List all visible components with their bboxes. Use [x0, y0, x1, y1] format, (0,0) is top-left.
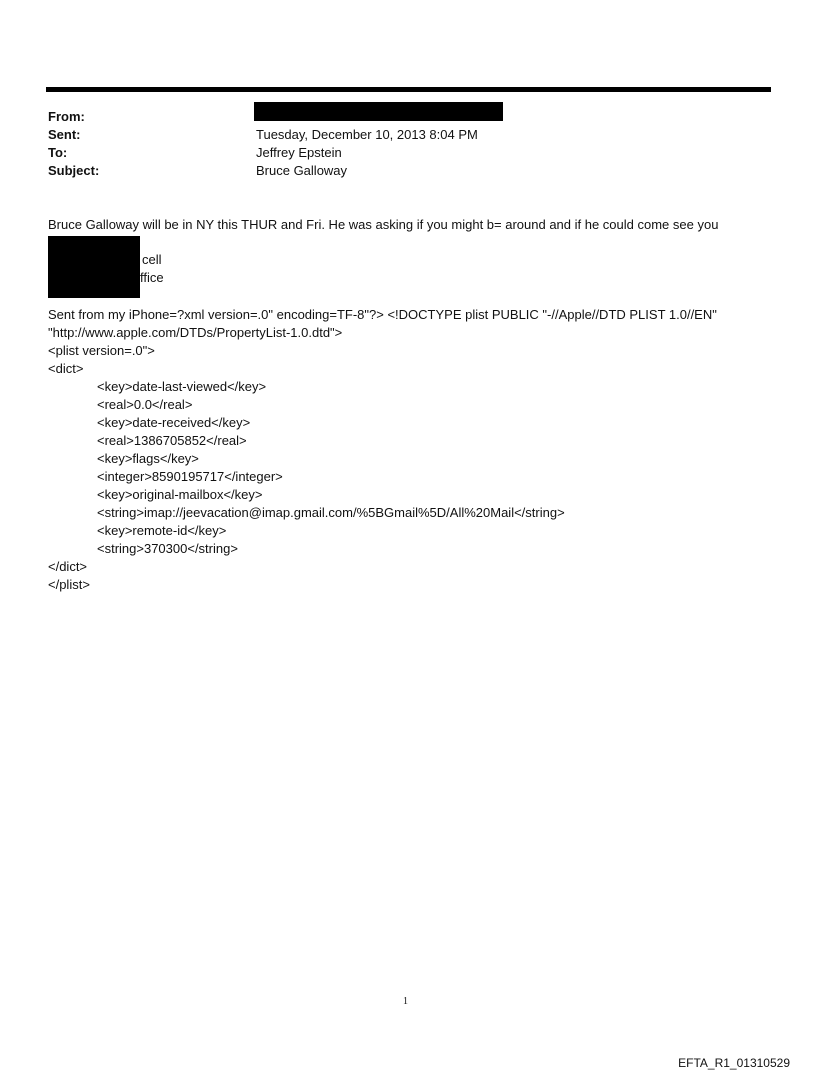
sent-value: Tuesday, December 10, 2013 8:04 PM — [256, 127, 478, 142]
dict-close: </dict> — [48, 559, 88, 574]
sent-from-line-1: Sent from my iPhone=?xml version=.0" encoding=TF-8"?> <!DOCTYPE plist PUBLIC "-//Apple//DTD PLIST 1.0//EN" — [48, 307, 717, 322]
page-number: 1 — [403, 996, 408, 1007]
contact-cell-label: cell — [142, 252, 162, 267]
dict-line: <key>remote-id</key> — [97, 523, 227, 538]
to-value: Jeffrey Epstein — [256, 145, 342, 160]
sent-from-line-2: "http://www.apple.com/DTDs/PropertyList-1.0.dtd"> — [48, 325, 343, 340]
dict-line: <key>flags</key> — [97, 451, 199, 466]
dict-line: <key>date-last-viewed</key> — [97, 379, 267, 394]
dict-line: <string>370300</string> — [97, 541, 238, 556]
plist-open: <plist version=.0"> — [48, 343, 155, 358]
dict-line: <real>1386705852</real> — [97, 433, 247, 448]
header-rule — [46, 87, 771, 92]
dict-line: <real>0.0</real> — [97, 397, 193, 412]
dict-line: <key>original-mailbox</key> — [97, 487, 263, 502]
redacted-sender — [254, 102, 503, 121]
dict-line: <string>imap://jeevacation@imap.gmail.com/%5BGmail%5D/All%20Mail</string> — [97, 505, 565, 520]
dict-line: <key>date-received</key> — [97, 415, 251, 430]
message-text: Bruce Galloway will be in NY this THUR and Fri. He was asking if you might b= around and if he could come see you — [48, 217, 719, 232]
from-label: From: — [48, 109, 85, 124]
subject-value: Bruce Galloway — [256, 163, 348, 178]
to-label: To: — [48, 145, 68, 160]
document-id: EFTA_R1_01310529 — [678, 1056, 790, 1070]
sent-label: Sent: — [48, 127, 81, 142]
dict-line: <integer>8590195717</integer> — [97, 469, 283, 484]
dict-open: <dict> — [48, 361, 84, 376]
contact-office-label: ffice — [140, 270, 164, 285]
plist-close: </plist> — [48, 577, 90, 592]
redacted-contact-block — [48, 236, 140, 298]
subject-label: Subject: — [48, 163, 100, 178]
